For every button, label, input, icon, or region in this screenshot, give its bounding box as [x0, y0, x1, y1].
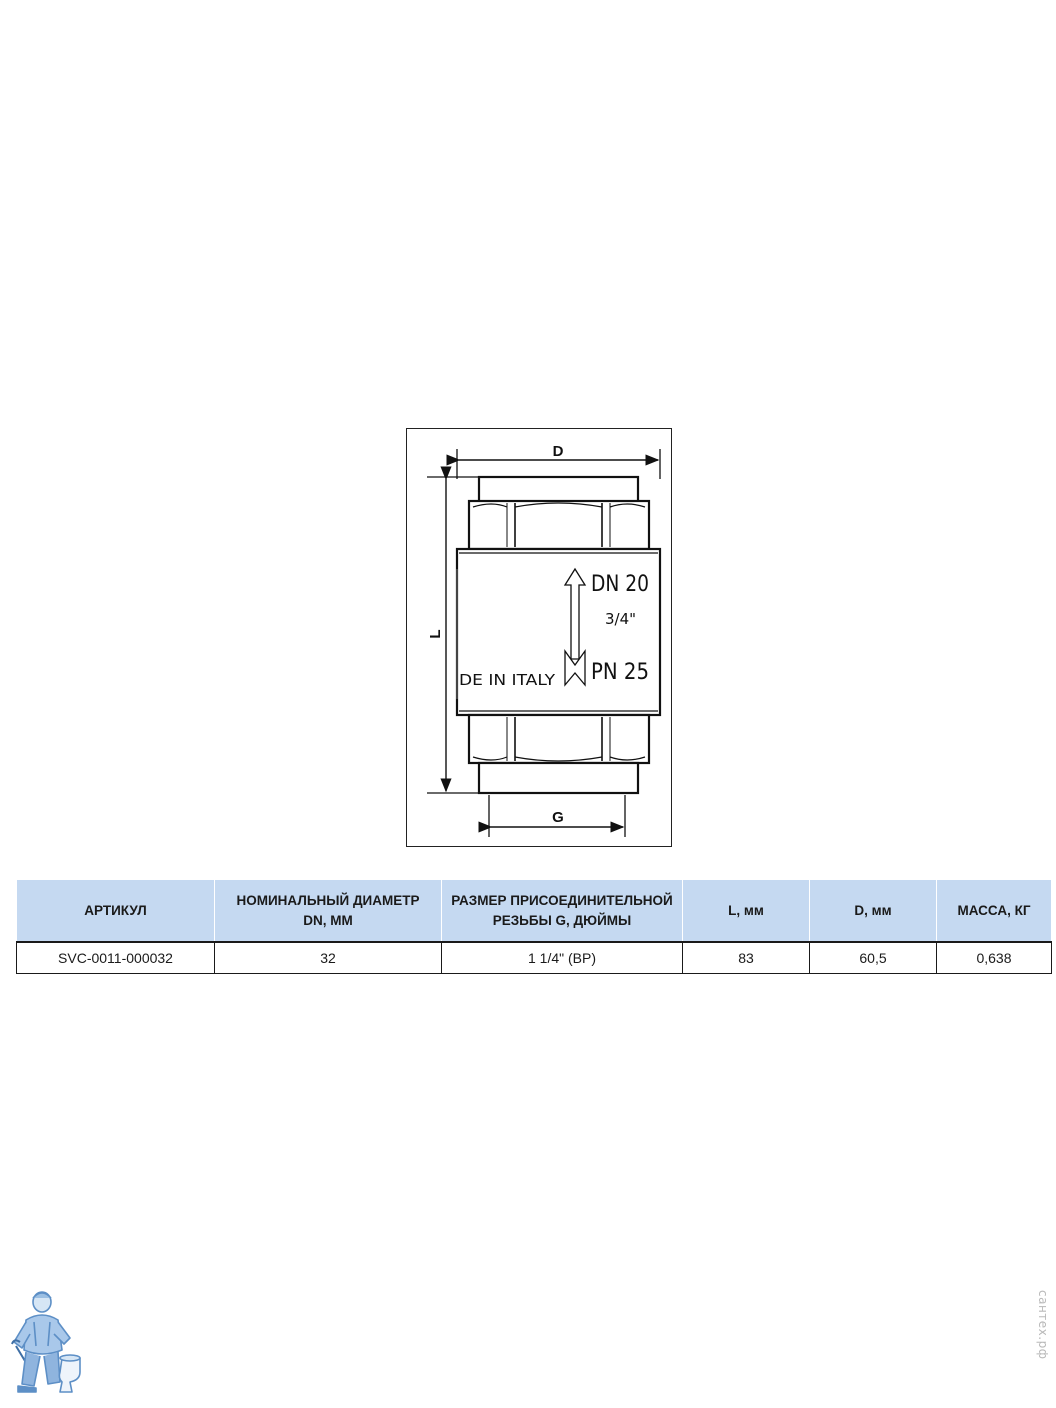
spec-table	[16, 880, 1052, 974]
cell-l: 83	[683, 942, 810, 974]
header-thread: РАЗМЕР ПРИСОЕДИНИТЕЛЬНОЙ РЕЗЬБЫ G, ДЮЙМЫ	[442, 880, 683, 942]
marking-size: 3/4"	[605, 610, 637, 628]
valve-drawing-svg	[407, 429, 673, 848]
valve-drawing	[406, 428, 672, 847]
cell-mass: 0,638	[937, 942, 1052, 974]
marking-pn: PN 25	[591, 660, 649, 685]
header-article: АРТИКУЛ	[17, 880, 215, 942]
dim-l-label: L	[427, 629, 444, 639]
cell-article: SVC-0011-000032	[17, 942, 215, 974]
cell-dn: 32	[215, 942, 442, 974]
header-dn: НОМИНАЛЬНЫЙ ДИАМЕТР DN, ММ	[215, 880, 442, 942]
watermark-text: сантех.рф	[1036, 1290, 1050, 1360]
header-l: L, мм	[683, 880, 810, 942]
marking-dn: DN 20	[591, 572, 649, 597]
cell-thread: 1 1/4" (ВР)	[442, 942, 683, 974]
dim-g-label: G	[552, 809, 564, 826]
header-mass: МАССА, КГ	[937, 880, 1052, 942]
marking-origin: DE IN ITALY	[459, 671, 556, 689]
dim-d-label: D	[552, 443, 564, 460]
cell-d: 60,5	[810, 942, 937, 974]
header-d: D, мм	[810, 880, 937, 942]
table-header-row	[17, 880, 1052, 942]
plumber-mascot-logo	[8, 1288, 84, 1400]
table-row	[17, 942, 1052, 974]
